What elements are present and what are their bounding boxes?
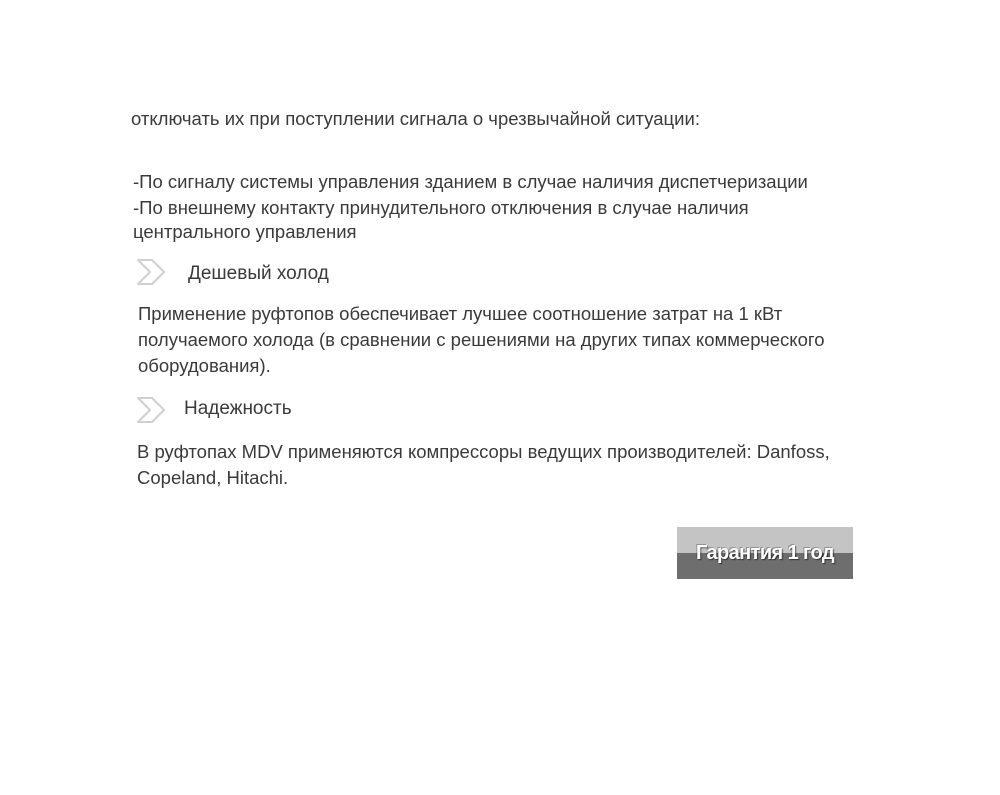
chevron-right-icon (136, 396, 168, 424)
chevron-right-icon (136, 258, 168, 286)
section-heading: Надежность (184, 398, 292, 419)
section-text-line: получаемого холода (в сравнении с решениями на других типах коммерческого (138, 329, 825, 350)
bullet-item-building-control: -По сигналу системы управления зданием в случае наличия диспетчеризации (133, 171, 808, 192)
section-text-line: оборудования). (138, 355, 271, 376)
bullet-item-external-contact: -По внешнему контакту принудительного отключения в случае наличия (133, 197, 749, 218)
warranty-badge (677, 527, 853, 579)
intro-text: отключать их при поступлении сигнала о чрезвычайной ситуации: (131, 108, 700, 129)
section-heading: Дешевый холод (188, 263, 329, 284)
section-text-line: Copeland, Hitachi. (137, 467, 289, 488)
warranty-badge-label: Гарантия 1 год (696, 542, 834, 564)
bullet-item-external-contact-cont: центрального управления (133, 221, 357, 242)
section-text-line: Применение руфтопов обеспечивает лучшее соотношение затрат на 1 кВт (138, 303, 783, 324)
section-text-line: В руфтопах MDV применяются компрессоры ведущих производителей: Danfoss, (137, 441, 830, 462)
